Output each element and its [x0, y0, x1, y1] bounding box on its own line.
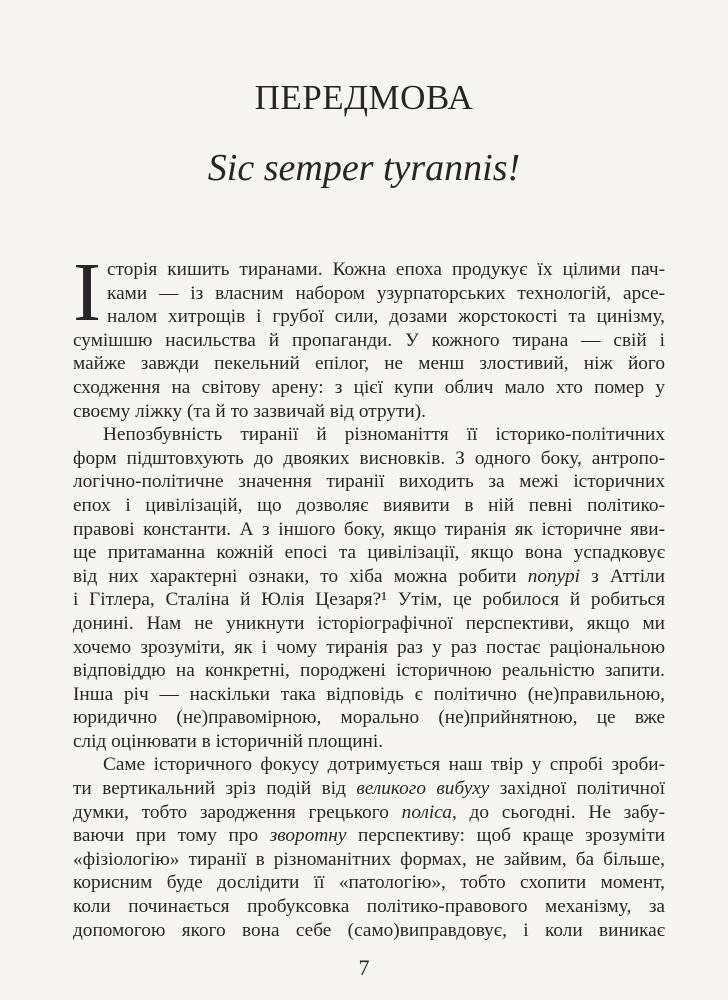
text-segment: відповіддю на конкретні, породжені історичною реальністю запити.	[73, 660, 665, 682]
text-line	[107, 282, 665, 306]
text-segment: ками — із власним набором узурпаторських технологій, арсе-	[107, 282, 665, 304]
text-segment: ваючи при тому про	[73, 825, 270, 847]
text-segment: від них характерні ознаки, то хіба можна робити	[73, 565, 528, 587]
text-line	[73, 352, 665, 376]
text-line	[107, 258, 665, 282]
text-segment: західної політичної	[489, 778, 666, 800]
text-segment: хочемо зрозуміти, як і чому тиранія раз у раз постає раціональною	[73, 636, 665, 658]
text-segment: форм підштовхують до двояких висновків. З одного боку, антропо-	[73, 447, 665, 469]
text-line	[73, 777, 665, 801]
text-segment: корисним буде дослідити її «патологію», тобто схопити момент,	[73, 872, 665, 894]
drop-cap-column	[73, 258, 107, 329]
text-segment: коли починається пробуксовка політико-правового механізму, за	[73, 896, 665, 918]
chapter-title: ПЕРЕДМОВА	[254, 78, 474, 117]
italic-text: великого вибуху	[356, 778, 490, 800]
text-segment: сумішшю насильства й пропаганди. У кожного тирана — свій і	[73, 329, 665, 351]
text-segment: думки, тобто зародження грецького	[73, 801, 402, 823]
body-text	[73, 258, 665, 942]
text-line	[73, 919, 665, 943]
text-segment: своєму ліжку (та й то зазвичай від отрути).	[73, 400, 426, 422]
italic-text: попурі	[527, 565, 580, 587]
drop-cap: І	[73, 258, 101, 329]
text-segment: Саме історичного фокусу дотримується наш твір у спробі зроби-	[103, 754, 665, 776]
paragraph	[73, 258, 665, 423]
text-line	[73, 588, 665, 612]
text-line	[73, 706, 665, 730]
text-segment: перспективу: щоб краще зрозуміти	[346, 825, 665, 847]
drop-cap-block	[73, 258, 665, 329]
text-line	[73, 447, 665, 471]
text-line	[73, 801, 665, 825]
text-line	[73, 848, 665, 872]
text-line	[73, 824, 665, 848]
text-line	[73, 612, 665, 636]
text-segment: майже завжди пекельний епілог, не менш злостивий, ніж його	[73, 353, 665, 375]
text-line	[107, 305, 665, 329]
text-segment: епох і цивілізацій, що дозволяє виявити в ній певні політико-	[73, 494, 665, 516]
text-line	[73, 871, 665, 895]
text-line	[73, 895, 665, 919]
text-line	[73, 494, 665, 518]
text-line	[73, 683, 665, 707]
text-segment: юридично (не)правомірною, морально (не)прийнятною, це вже	[73, 707, 665, 729]
italic-text: зворотну	[269, 825, 347, 847]
text-segment: Інша річ — наскільки така відповідь є політично (не)правильною,	[73, 683, 665, 705]
text-line	[73, 376, 665, 400]
text-segment: логічно-політичне значення тиранії виходить за межі історичних	[73, 471, 665, 493]
text-line	[73, 329, 665, 353]
text-line	[73, 470, 665, 494]
italic-text: поліса	[401, 801, 452, 823]
paragraph	[73, 753, 665, 942]
paragraph	[73, 423, 665, 753]
text-line	[73, 541, 665, 565]
text-segment: Непозбувність тиранії й різноманіття її історико-політичних	[103, 424, 665, 446]
text-segment: , до сьогодні. Не забу-	[451, 801, 665, 823]
text-line	[73, 730, 665, 754]
text-segment: сторія кишить тиранами. Кожна епоха продукує їх цілими пач-	[107, 259, 665, 280]
text-segment: і Гітлера, Сталіна й Юлія Цезаря?¹ Утім, це робилося й робиться	[73, 589, 665, 611]
text-line	[73, 659, 665, 683]
text-segment: допомогою якого вона себе (само)виправдовує, і коли виникає	[73, 919, 665, 941]
text-segment: з Аттіли	[579, 565, 665, 587]
text-segment: «фізіологію» тиранії в різноманітних формах, не зайвим, ба більше,	[73, 848, 665, 870]
text-segment: ти вертикальний зріз подій від	[73, 778, 357, 800]
text-segment: налом хитрощів і грубої сили, дозами жорстокості та цинізму,	[107, 306, 665, 328]
text-segment: ще притаманна кожній епосі та цивілізації, якщо вона успадковує	[73, 542, 665, 564]
text-segment: сходження на світову арену: з цієї купи облич мало хто помер у	[73, 376, 665, 398]
text-line	[73, 518, 665, 542]
page-number: 7	[358, 955, 370, 980]
text-segment: донині. Нам не уникнути історіографічної перспективи, якщо ми	[73, 612, 665, 634]
chapter-epigraph: Sic semper tyrannis!	[207, 147, 521, 189]
text-line	[73, 753, 665, 777]
text-line	[73, 636, 665, 660]
text-segment: слід оцінювати в історичній площині.	[73, 730, 384, 752]
text-line	[73, 400, 665, 424]
text-segment: правові константи. А з іншого боку, якщо тиранія як історичне яви-	[73, 518, 665, 540]
text-line	[73, 565, 665, 589]
drop-cap-lines	[107, 258, 665, 329]
text-line	[73, 423, 665, 447]
